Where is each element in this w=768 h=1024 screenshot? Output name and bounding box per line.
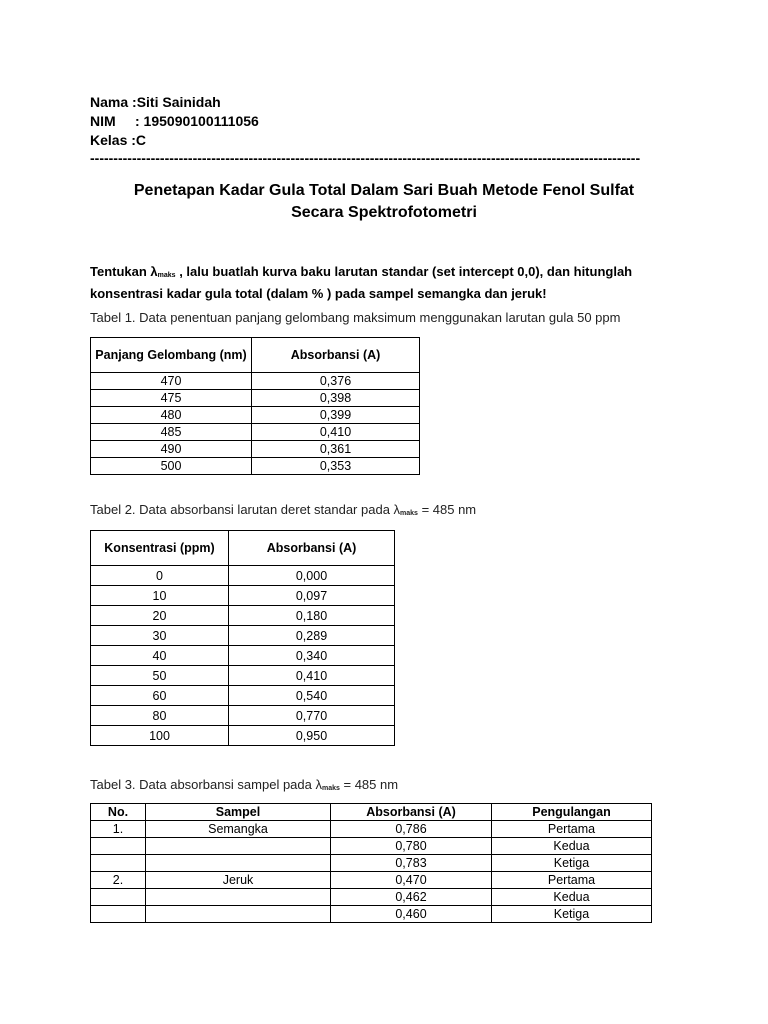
table-cell: 80 [91, 706, 229, 726]
table-cell: 0 [91, 566, 229, 586]
title-line-2: Secara Spektrofotometri [291, 204, 477, 221]
table3-header-repetition: Pengulangan [492, 804, 652, 821]
table-row [91, 726, 395, 746]
table1-header-absorbance: Absorbansi (A) [252, 338, 420, 373]
table-cell [91, 889, 146, 906]
table-cell: 500 [91, 458, 252, 475]
table-cell: 480 [91, 407, 252, 424]
nama-value: Siti Sainidah [136, 94, 221, 110]
kelas-value: C [135, 132, 147, 148]
nim-value: : 195090100111056 [135, 113, 259, 129]
table-cell: 0,950 [229, 726, 395, 746]
kelas-row [90, 131, 259, 150]
table-row [91, 821, 652, 838]
table-row [91, 566, 395, 586]
table-cell [91, 906, 146, 923]
table-cell [91, 855, 146, 872]
table-row [91, 441, 420, 458]
table2-caption-subscript: maks [400, 510, 418, 517]
table-row [91, 407, 420, 424]
table-cell: 10 [91, 586, 229, 606]
table-cell: 50 [91, 666, 229, 686]
table-cell: 40 [91, 646, 229, 666]
table-row [91, 686, 395, 706]
table-row [91, 646, 395, 666]
table-row [91, 606, 395, 626]
nim-label: NIM [90, 113, 116, 129]
table-row [91, 373, 420, 390]
instruction-part-1: Tentukan λ [90, 264, 158, 279]
table-row [91, 838, 652, 855]
table-cell [91, 838, 146, 855]
table-row [91, 626, 395, 646]
table-cell [146, 889, 331, 906]
title-line-1: Penetapan Kadar Gula Total Dalam Sari Buah Metode Fenol Sulfat [133, 182, 635, 199]
table1-caption: Tabel 1. Data penentuan panjang gelombang maksimum menggunakan larutan gula 50 ppm [90, 310, 621, 325]
table-cell: Jeruk [146, 872, 331, 889]
table3-caption [90, 777, 398, 797]
instruction-text [90, 263, 690, 303]
table3-caption-subscript: maks [321, 785, 340, 792]
table-cell: 2. [91, 872, 146, 889]
instruction-subscript: maks [157, 272, 176, 279]
table-cell: 0,353 [252, 458, 420, 475]
table3-caption-post: = 485 nm [339, 777, 399, 792]
table-row [91, 706, 395, 726]
table-cell: 0,540 [229, 686, 395, 706]
table2 [90, 530, 395, 746]
table-cell: Kedua [492, 838, 652, 855]
table-cell [146, 855, 331, 872]
table-cell: 475 [91, 390, 252, 407]
table2-header-concentration: Konsentrasi (ppm) [91, 531, 229, 566]
table-cell: 60 [91, 686, 229, 706]
table-cell: 0,786 [331, 821, 492, 838]
table-cell: 0,770 [229, 706, 395, 726]
table3-caption-pre: Tabel 3. Data absorbansi sampel pada λ [90, 777, 322, 792]
table-cell: 100 [91, 726, 229, 746]
table-row [91, 586, 395, 606]
table-cell: 0,780 [331, 838, 492, 855]
table-cell: Ketiga [492, 855, 652, 872]
table1-header-wavelength: Panjang Gelombang (nm) [91, 338, 252, 373]
table-row [91, 458, 420, 475]
table-cell: 0,361 [252, 441, 420, 458]
table2-header-absorbance: Absorbansi (A) [229, 531, 395, 566]
table3-header-no: No. [91, 804, 146, 821]
table-cell: 485 [91, 424, 252, 441]
table-cell: Pertama [492, 821, 652, 838]
kelas-label: Kelas : [90, 132, 136, 148]
nama-label: Nama : [90, 94, 137, 110]
separator-line: ---------------------------------------------------------------------------------------------------------------------- [90, 150, 641, 166]
table-cell: 0,180 [229, 606, 395, 626]
table-cell: 470 [91, 373, 252, 390]
table-cell: 0,462 [331, 889, 492, 906]
table2-caption-pre: Tabel 2. Data absorbansi larutan deret standar pada λ [90, 502, 401, 517]
instruction-part-2: , lalu buatlah kurva baku larutan standar (set intercept 0,0), dan hitunglah konsentrasi kadar gula total (dalam % ) pada sampel semangka dan jeruk! [90, 264, 633, 301]
table-cell: 0,783 [331, 855, 492, 872]
table-cell: 0,340 [229, 646, 395, 666]
nama-row [90, 93, 259, 112]
table-cell: 0,398 [252, 390, 420, 407]
table2-caption [90, 502, 476, 522]
table-cell: 0,470 [331, 872, 492, 889]
table-cell: 490 [91, 441, 252, 458]
table-cell: Semangka [146, 821, 331, 838]
table3 [90, 803, 652, 923]
table-row [91, 855, 652, 872]
table3-header-sample: Sampel [146, 804, 331, 821]
table-row [91, 906, 652, 923]
table-cell [146, 838, 331, 855]
table-row [91, 889, 652, 906]
table-cell: 0,097 [229, 586, 395, 606]
table-cell: 0,289 [229, 626, 395, 646]
table-cell [146, 906, 331, 923]
nim-row [90, 112, 259, 131]
table1-body [91, 373, 420, 475]
table2-body [91, 566, 395, 746]
table-row [91, 872, 652, 889]
table-row [91, 390, 420, 407]
table-cell: Kedua [492, 889, 652, 906]
table-cell: Pertama [492, 872, 652, 889]
table-cell: 0,399 [252, 407, 420, 424]
table-cell: 30 [91, 626, 229, 646]
table-cell: 0,460 [331, 906, 492, 923]
table-cell: Ketiga [492, 906, 652, 923]
table2-caption-post: = 485 nm [417, 502, 477, 517]
table3-header-absorbance: Absorbansi (A) [331, 804, 492, 821]
table-cell: 0,000 [229, 566, 395, 586]
table3-body [91, 821, 652, 923]
table-cell: 0,410 [229, 666, 395, 686]
student-info [90, 93, 259, 150]
table-cell: 0,376 [252, 373, 420, 390]
document-title [90, 180, 678, 224]
table-cell: 1. [91, 821, 146, 838]
table-cell: 0,410 [252, 424, 420, 441]
table1 [90, 337, 420, 475]
table-row [91, 424, 420, 441]
table-row [91, 666, 395, 686]
table-cell: 20 [91, 606, 229, 626]
